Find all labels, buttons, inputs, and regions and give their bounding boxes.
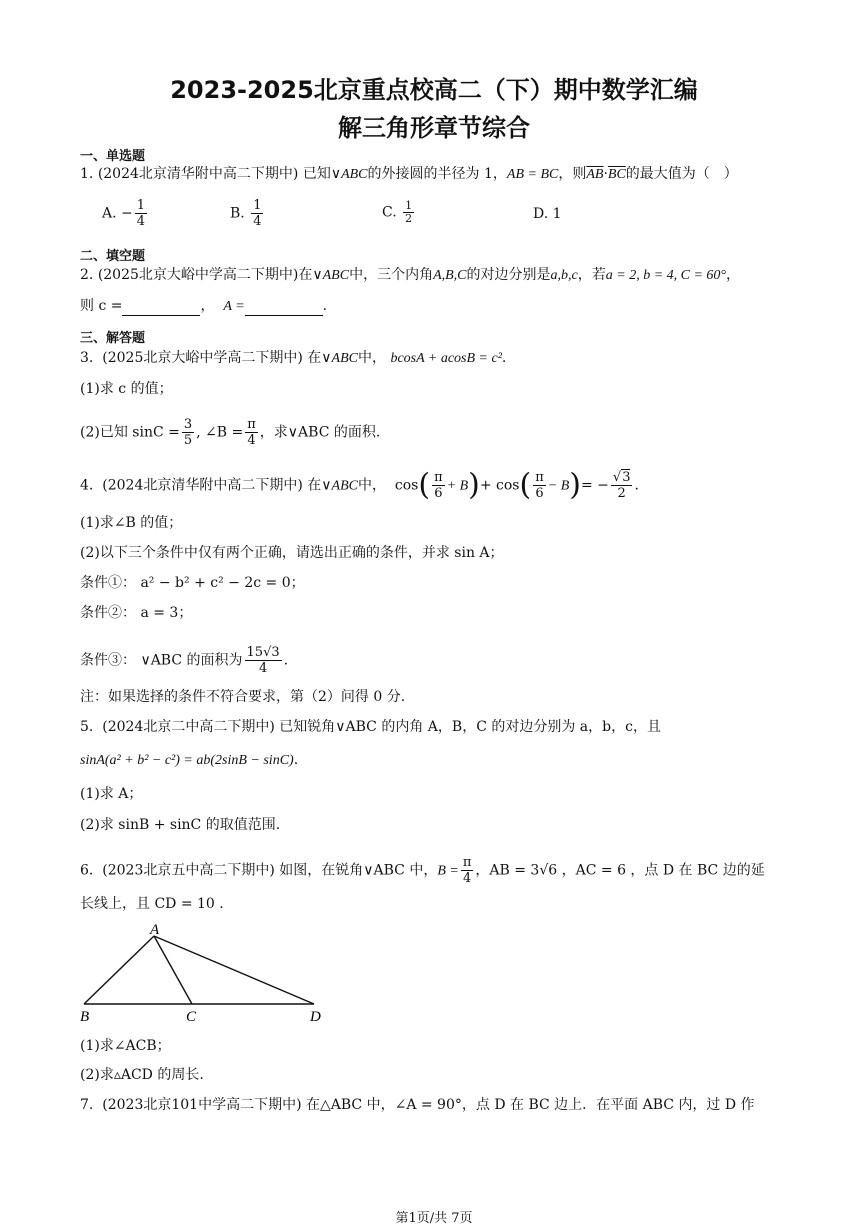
q1-vector-bc: $\overline{BC}$ <box>607 167 626 182</box>
section-heading-answer: 三、解答题 <box>80 331 146 346</box>
q1-text: 已知∨ <box>302 166 342 182</box>
q1-text-b: 的外接圆的半径为 1， <box>367 166 507 182</box>
q1-vector-ab: $\overline{AB}$ <box>586 167 604 182</box>
q3-text-b: 中， <box>357 350 386 366</box>
q2-text-b: 中，三个内角 <box>349 267 434 283</box>
q6-line-2: 长线上，且 CD = 10 . <box>80 896 224 912</box>
q1-option-a <box>102 198 149 229</box>
q4-minus-b: − B <box>547 478 570 494</box>
q3-text: 在∨ <box>307 350 332 366</box>
segment-ac <box>154 936 192 1004</box>
q1-condition: AB = BC <box>506 167 559 182</box>
q2-ask-a: A = <box>223 299 245 314</box>
q4-end: . <box>634 477 639 494</box>
q3-p2-text: (2)已知 sinC = <box>80 424 180 441</box>
q2-sides: a,b,c <box>550 268 578 283</box>
q6-number: 6. <box>80 862 94 879</box>
option-fraction: $\frac{1}{4}$ <box>136 198 146 229</box>
q5-source: (2024北京二中高二下期中) <box>102 719 275 735</box>
question-2 <box>80 266 740 285</box>
q4-fraction-pi-6-b: $\frac{\pi}{6}$ <box>535 470 544 501</box>
option-value: 1 <box>552 206 562 222</box>
q5-end: . <box>293 752 299 768</box>
q4-c3-end: . <box>283 652 289 669</box>
option-sign: − <box>121 205 133 222</box>
q4-paren-open-2: ( <box>519 467 532 503</box>
segment-ab <box>84 936 154 1004</box>
page-footer: 第1页/共 7页 <box>395 1211 473 1226</box>
q4-source: (2024北京清华附中高二下期中) <box>102 477 303 494</box>
question-1 <box>80 165 738 184</box>
q1-triangle: ABC <box>341 167 368 182</box>
q2-source: (2025北京大峪中学高二下期中) <box>97 267 299 283</box>
option-label: C. <box>382 204 397 221</box>
label-c: C <box>186 1009 197 1025</box>
q2-given: a = 2, b = 4, C = 60° <box>605 268 727 283</box>
q1-option-d <box>533 206 562 222</box>
q6-text: 如图，在锐角∨ABC 中， <box>279 862 438 879</box>
q5-part-2: (2)求 sinB + sinC 的取值范围. <box>80 817 281 833</box>
q6-fraction-pi-4: $\frac{\pi}{4}$ <box>462 855 472 886</box>
option-label: D. <box>533 206 549 222</box>
q1-option-c <box>382 200 416 225</box>
q5-equation: sinA(a² + b² − c²) = ab(2sinB − sinC) <box>80 753 294 768</box>
q5-equation-line <box>80 751 298 770</box>
label-a: A <box>150 922 160 938</box>
triangle-figure <box>76 920 336 1030</box>
page-title: 2023-2025北京重点校高二（下）期中数学汇编 <box>170 76 698 104</box>
q2-ask-c: 则 c = <box>80 298 123 314</box>
option-label: B. <box>230 205 245 222</box>
question-4 <box>80 467 639 503</box>
q4-fraction-pi-6: $\frac{\pi}{6}$ <box>434 470 443 501</box>
segment-ad <box>154 936 314 1004</box>
q4-condition-3 <box>80 645 288 676</box>
q4-paren-close-2: ) <box>569 467 581 503</box>
q4-text: 在∨ <box>307 477 332 494</box>
question-3 <box>80 349 506 368</box>
q3-angle-b: , ∠B = <box>196 424 244 441</box>
q1-number: 1. <box>80 166 94 182</box>
label-d: D <box>310 1009 321 1025</box>
q4-fraction-area: $\frac{15√3}{4}$ <box>246 645 280 676</box>
q5-part-1: (1)求 A； <box>80 786 143 802</box>
q1-text-c: ，则 <box>558 166 587 182</box>
q4-cos: cos <box>394 477 419 494</box>
q3-number: 3. <box>80 350 94 366</box>
q4-note: 注：如果选择的条件不符合要求，第（2）问得 0 分. <box>80 689 406 705</box>
label-b: B <box>80 1009 90 1025</box>
q7-source: (2023北京101中学高二下期中) <box>102 1097 302 1113</box>
q4-equals: = − <box>580 477 609 494</box>
q2-text: 在∨ <box>298 267 323 283</box>
q4-part-1: (1)求∠B 的值； <box>80 515 183 531</box>
q4-c3-text: 条件③： ∨ABC 的面积为 <box>80 652 243 669</box>
q2-triangle: ABC <box>322 268 350 283</box>
q4-triangle: ABC <box>331 478 358 494</box>
section-heading-fill-in: 二、填空题 <box>80 249 146 264</box>
q2-answer-line <box>80 297 327 316</box>
question-7 <box>80 1096 755 1114</box>
q4-part-2: (2)以下三个条件中仅有两个正确，请选出正确的条件，并求 sin A； <box>80 545 504 561</box>
q4-cos-2: + cos <box>479 477 520 494</box>
q4-paren-close: ) <box>468 467 480 503</box>
q2-number: 2. <box>80 267 94 283</box>
q3-end: . <box>501 350 507 366</box>
q3-source: (2025北京大峪中学高二下期中) <box>102 350 303 366</box>
q3-fraction-sinC: $\frac{3}{5}$ <box>183 417 193 448</box>
option-fraction: $\frac{1}{4}$ <box>253 198 262 229</box>
question-6 <box>80 855 765 886</box>
q6-text-b: ，AB = 3√6 ，AC = 6 ，点 D 在 BC 边的延 <box>475 862 765 879</box>
q1-option-b <box>230 198 265 229</box>
q2-text-e: ， <box>726 267 741 283</box>
q3-fraction-pi: $\frac{\pi}{4}$ <box>247 417 256 448</box>
q2-blank-a[interactable] <box>245 302 323 316</box>
q2-angles: A,B,C <box>433 268 467 283</box>
q5-number: 5. <box>80 719 94 735</box>
q2-separator: ， <box>200 298 215 314</box>
option-fraction: $\frac{1}{2}$ <box>405 199 413 225</box>
q2-text-d: ，若 <box>577 267 606 283</box>
page-subtitle: 解三角形章节综合 <box>338 114 530 142</box>
q5-text: 已知锐角∨ABC 的内角 A，B，C 的对边分别为 a，b，c，且 <box>279 719 661 735</box>
q6-b-eq: B = <box>437 863 459 879</box>
q3-part-2 <box>80 417 380 448</box>
question-5 <box>80 718 661 736</box>
section-heading-single-choice: 一、单选题 <box>80 149 146 164</box>
q2-blank-c[interactable] <box>122 302 200 316</box>
q6-part-2: (2)求▵ACD 的周长. <box>80 1067 204 1083</box>
q6-source: (2023北京五中高二下期中) <box>102 862 275 879</box>
q3-equation: bcosA + acosB = c² <box>390 351 502 366</box>
q6-part-1: (1)求∠ACB； <box>80 1038 171 1054</box>
q4-fraction-sqrt3: $\frac{√3}{2}$ <box>612 470 631 501</box>
q4-paren-open: ( <box>418 467 431 503</box>
q2-end: . <box>322 298 328 314</box>
q3-part-1: (1)求 c 的值； <box>80 381 173 397</box>
q7-text: 在△ABC 中，∠A = 90°，点 D 在 BC 边上．在平面 ABC 内，过 D 作 <box>306 1097 755 1113</box>
option-label: A. <box>102 205 117 222</box>
q7-number: 7. <box>80 1097 94 1113</box>
q2-text-c: 的对边分别是 <box>466 267 551 283</box>
q1-source: (2024北京清华附中高二下期中) <box>97 166 299 182</box>
q4-plus-b: + B <box>446 478 469 494</box>
q1-dot: · <box>603 166 608 182</box>
q3-p2-end: ，求∨ABC 的面积. <box>259 424 381 441</box>
q1-text-d: 的最大值为（ ） <box>625 166 738 182</box>
q4-condition-2: 条件②： a = 3； <box>80 605 193 621</box>
q3-triangle: ABC <box>331 351 358 366</box>
q4-number: 4. <box>80 477 94 494</box>
q4-text-b: 中， <box>357 477 386 494</box>
q4-condition-1: 条件①： a² − b² + c² − 2c = 0； <box>80 575 305 591</box>
